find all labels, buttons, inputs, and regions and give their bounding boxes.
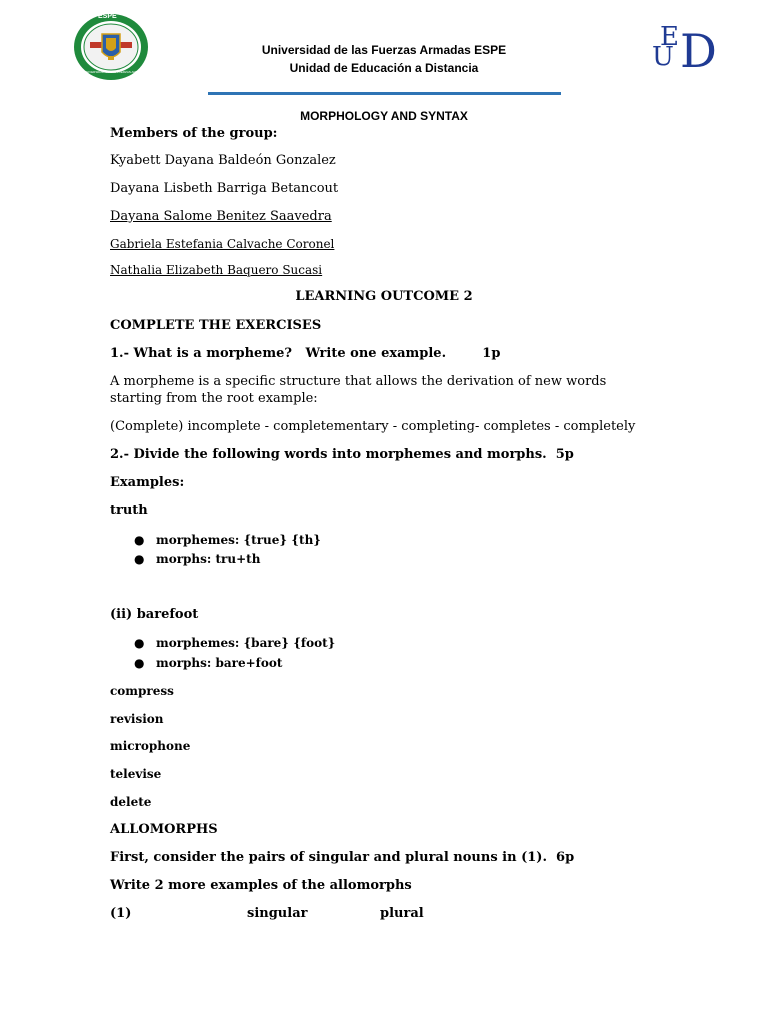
member-5: Nathalia Elizabeth Baquero Sucasi bbox=[110, 263, 323, 277]
answer-1-example: (Complete) incomplete - completementary - completing- completes - completely bbox=[110, 419, 636, 434]
document-title: MORPHOLOGY AND SYNTAX bbox=[300, 109, 468, 123]
bullet-icon: ● bbox=[134, 552, 145, 566]
header-rule bbox=[208, 92, 561, 95]
member-4: Gabriela Estefania Calvache Coronel bbox=[110, 237, 335, 251]
bullet-icon: ● bbox=[134, 636, 145, 650]
allomorphs-heading: ALLOMORPHS bbox=[110, 822, 218, 837]
table-header-singular: singular bbox=[247, 906, 308, 921]
bullet-icon: ● bbox=[134, 533, 145, 547]
example-2-word: (ii) barefoot bbox=[110, 607, 199, 622]
member-1: Kyabett Dayana Baldeón Gonzalez bbox=[110, 153, 336, 168]
examples-label: Examples: bbox=[110, 475, 185, 490]
ued-logo-letter-u: U bbox=[652, 42, 674, 72]
answer-1: A morpheme is a specific structure that allows the derivation of new words starting from the root example: bbox=[110, 374, 607, 406]
word-item: televise bbox=[110, 767, 162, 781]
espe-logo-ring-text: UNIVERSIDAD DE LAS FUERZAS ARMADAS bbox=[84, 70, 147, 74]
university-name: Universidad de las Fuerzas Armadas ESPE bbox=[261, 43, 507, 57]
question-1: 1.- What is a morpheme? Write one example. 1p bbox=[110, 346, 501, 361]
members-heading: Members of the group: bbox=[110, 126, 278, 141]
word-item: delete bbox=[110, 795, 152, 809]
learning-outcome-heading: LEARNING OUTCOME 2 bbox=[295, 289, 473, 304]
example-1-word: truth bbox=[110, 503, 148, 518]
word-item: revision bbox=[110, 712, 164, 726]
table-header-plural: plural bbox=[380, 906, 424, 921]
example-2-morphemes: morphemes: {bare} {foot} bbox=[156, 636, 336, 650]
ued-logo-letter-d: D bbox=[680, 24, 717, 78]
example-2-morphs: morphs: bare+foot bbox=[156, 656, 283, 670]
member-2: Dayana Lisbeth Barriga Betancout bbox=[110, 181, 339, 196]
word-item: compress bbox=[110, 684, 174, 698]
table-number: (1) bbox=[110, 906, 132, 921]
unit-name: Unidad de Educación a Distancia bbox=[289, 61, 479, 75]
question-3: First, consider the pairs of singular and plural nouns in (1). 6p bbox=[110, 850, 575, 865]
espe-logo-text: ESPE bbox=[98, 13, 117, 20]
question-2: 2.- Divide the following words into morphemes and morphs. 5p bbox=[110, 447, 574, 462]
ued-logo-letter-e: E bbox=[660, 22, 679, 52]
word-item: microphone bbox=[110, 739, 191, 753]
question-3-instructions: Write 2 more examples of the allomorphs bbox=[110, 878, 412, 893]
example-1-morphemes: morphemes: {true} {th} bbox=[156, 533, 322, 547]
complete-exercises-heading: COMPLETE THE EXERCISES bbox=[110, 318, 322, 333]
bullet-icon: ● bbox=[134, 656, 145, 670]
member-3: Dayana Salome Benitez Saavedra bbox=[110, 209, 332, 224]
example-1-morphs: morphs: tru+th bbox=[156, 552, 261, 566]
